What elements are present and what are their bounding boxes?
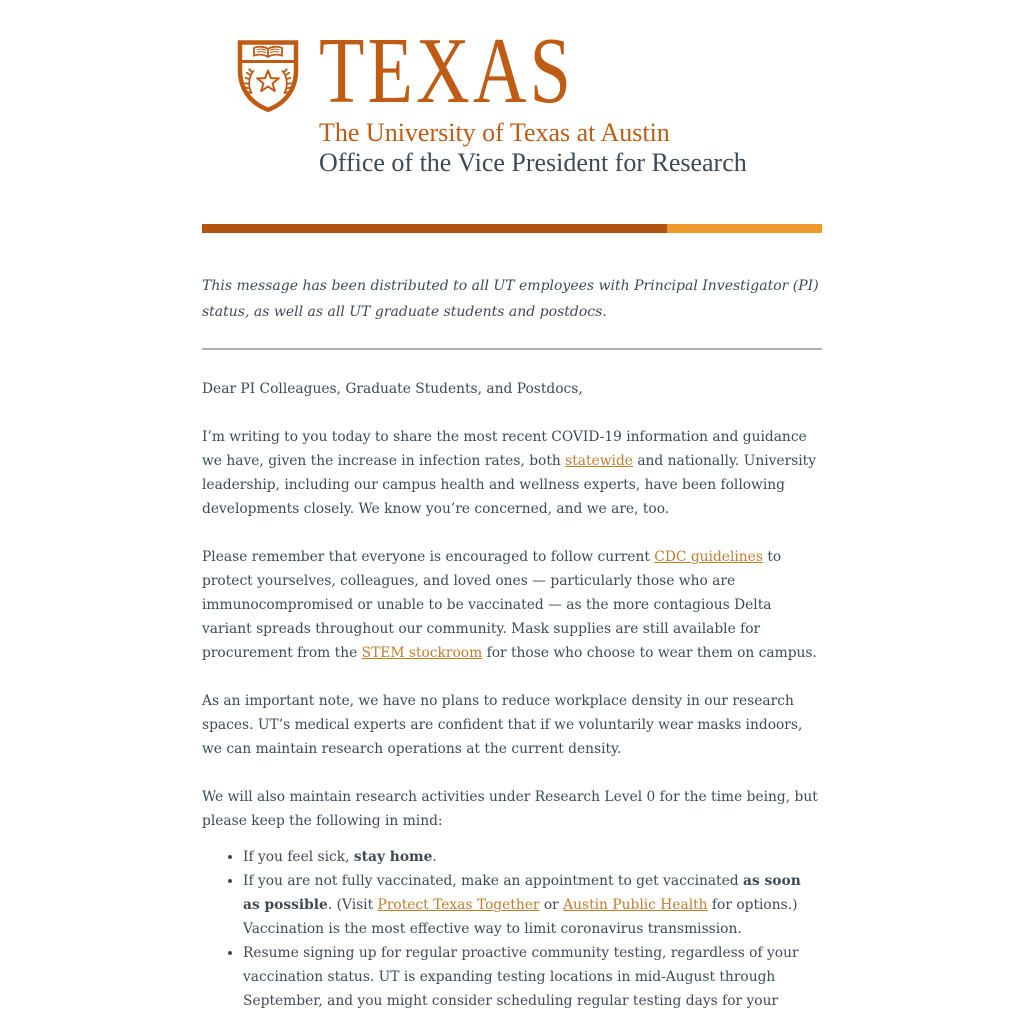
guidance-list-item: [243, 845, 822, 869]
statewide-link[interactable]: statewide: [565, 453, 633, 469]
text-run: As an important note, we have no plans to reduce workplace density in our research spaces. UT’s medical experts are confident that if we voluntarily wear masks indoors, we can maintain research operations at the current density.: [202, 693, 803, 757]
brand-header: [202, 19, 822, 178]
texas-wordmark: TEXAS: [319, 19, 575, 123]
stem-stockroom-link[interactable]: STEM stockroom: [361, 645, 483, 661]
protect-texas-together-link[interactable]: Protect Texas Together: [377, 897, 540, 913]
brand-text-block: [319, 19, 747, 178]
letter-paragraphs: [202, 425, 822, 833]
text-run: for those who choose to wear them on campus.: [482, 645, 817, 661]
bar-light-segment: [667, 224, 822, 233]
paragraph: [202, 785, 822, 833]
text-run: If you feel sick,: [243, 849, 354, 865]
distribution-notice: This message has been distributed to all UT employees with Principal Investigator (PI) status, as well as all UT graduate students and postdocs.: [202, 278, 819, 320]
brand-divider-bar: [202, 224, 822, 233]
paragraph: [202, 425, 822, 521]
text-run: Resume signing up for regular proactive community testing, regardless of your vaccination status. UT is expanding testing locations in mid-August through September, and you might consider scheduling regular testing days for your: [243, 945, 799, 1009]
text-run: . (Visit: [327, 897, 378, 913]
text-run: for options.) Vaccination is the most effective way to limit coronavirus transmission.: [243, 897, 798, 937]
email-content-column: [202, 19, 822, 1013]
text-run: and nationally. University leadership, including our campus health and wellness experts, have been following developments closely. We know you’re concerned, and we are, too.: [202, 453, 817, 517]
guidance-list: [202, 845, 822, 1013]
university-name: The University of Texas at Austin: [319, 118, 670, 147]
salutation: Dear PI Colleagues, Graduate Students, and Postdocs,: [202, 381, 583, 397]
ut-shield-icon: [236, 39, 300, 114]
office-name: Office of the Vice President for Research: [319, 148, 747, 177]
cdc-guidelines-link[interactable]: CDC guidelines: [654, 549, 763, 565]
bar-dark-segment: [202, 224, 667, 233]
text-run: If you are not fully vaccinated, make an appointment to get vaccinated: [243, 873, 744, 889]
guidance-list-item: [243, 941, 822, 1013]
text-run: Please remember that everyone is encouraged to follow current: [202, 549, 655, 565]
guidance-list-item: [243, 869, 822, 941]
letter-body: [202, 377, 822, 1013]
bold-text: as soon as possible: [243, 873, 801, 913]
paragraph: [202, 545, 822, 665]
paragraph: [202, 689, 822, 761]
text-run: .: [432, 849, 437, 865]
text-run: or: [539, 897, 564, 913]
text-run: I’m writing to you today to share the most recent COVID-19 information and guidance we have, given the increase in infection rates, both: [202, 429, 807, 469]
text-run: We will also maintain research activities under Research Level 0 for the time being, but please keep the following in mind:: [202, 789, 818, 829]
bold-text: stay home: [353, 849, 433, 865]
text-run: to protect yourselves, colleagues, and loved ones — particularly those who are immunocompromised or unable to be vaccinated — as the more contagious Delta variant spreads throughout our community. Mask supplies are still available for procurement from the: [202, 549, 782, 661]
ut-logo-lockup: [202, 19, 822, 178]
section-divider: [202, 348, 822, 350]
austin-public-health-link[interactable]: Austin Public Health: [563, 897, 708, 913]
